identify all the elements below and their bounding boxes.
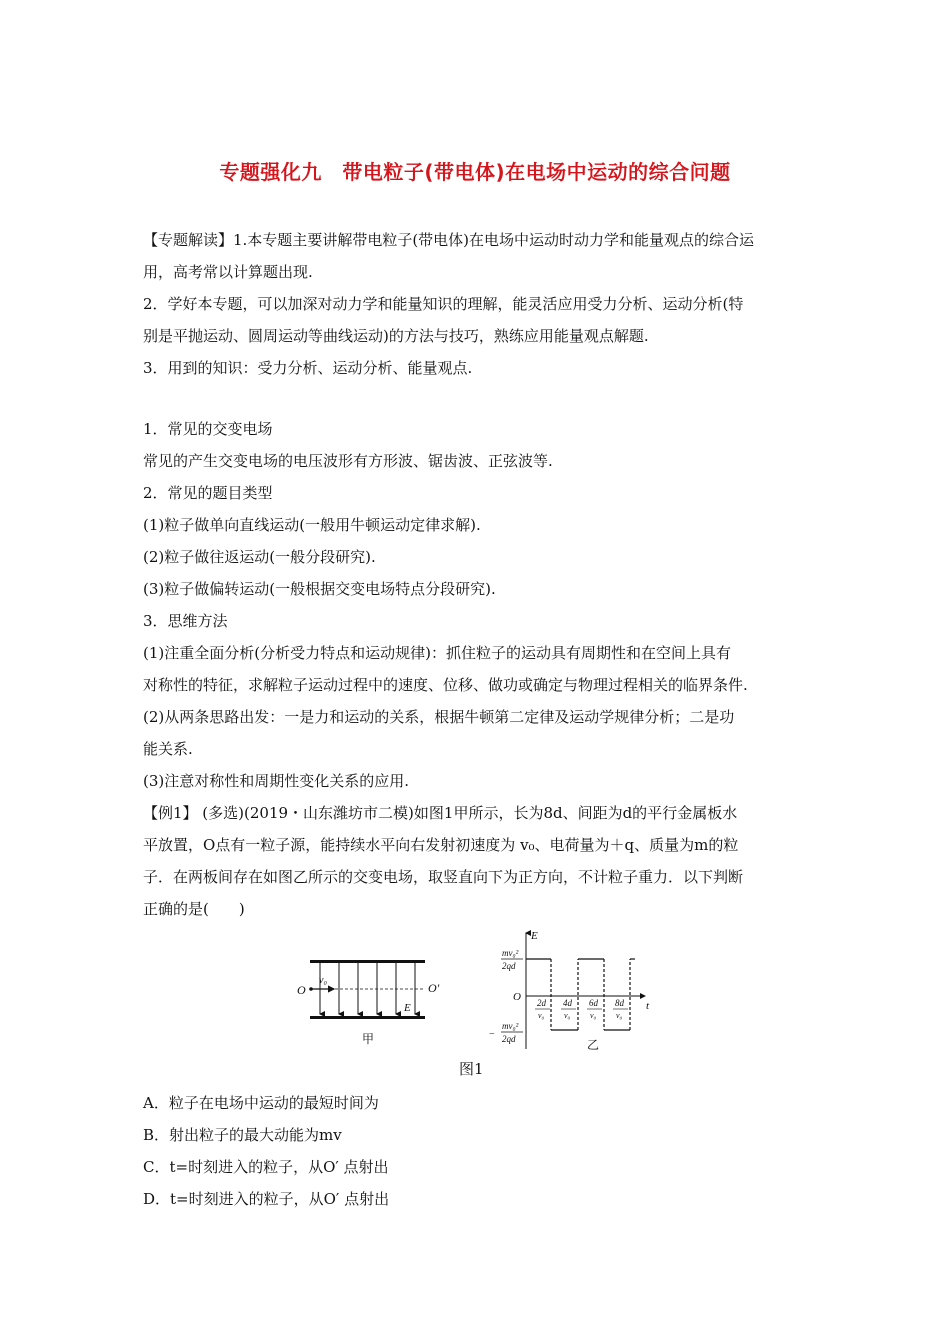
text-line: 子．在两板间存在如图乙所示的交变电场，取竖直向下为正方向，不计粒子重力．以下判断 (143, 868, 744, 886)
tick-den: v₀ (564, 1011, 571, 1020)
text-line: 3．用到的知识：受力分析、运动分析、能量观点. (143, 359, 473, 377)
text-line: 【例1】 (多选)(2019・山东潍坊市二模)如图1甲所示，长为8d、间距为d的平行金属板水 (143, 804, 738, 822)
text-line: (1)粒子做单向直线运动(一般用牛顿运动定律求解). (143, 516, 481, 534)
option-c: C．t=时刻进入的粒子，从O′ 点射出 (143, 1158, 389, 1176)
caption-yi: 乙 (587, 1038, 600, 1052)
figure-jia-plates (290, 950, 450, 1050)
tick-num: 8d (615, 998, 624, 1008)
option-a: A．粒子在电场中运动的最短时间为 (143, 1094, 379, 1112)
tick-num: 6d (589, 998, 598, 1008)
tick-num: 4d (563, 998, 572, 1008)
tick-labels (535, 998, 628, 1020)
top-plate (310, 960, 425, 963)
text-line: 3．思维方法 (143, 612, 228, 630)
tick-den: v₀ (538, 1011, 545, 1020)
field-lines (320, 963, 415, 1014)
text-line: (2)从两条思路出发：一是力和运动的关系，根据牛顿第二定律及运动学规律分析；二是功 (143, 708, 735, 726)
neg-sign: − (489, 1029, 495, 1040)
option-d: D．t=时刻进入的粒子，从O′ 点射出 (143, 1190, 390, 1208)
text-line: (3)粒子做偏转运动(一般根据交变电场特点分段研究). (143, 580, 496, 598)
text-line: (2)粒子做往返运动(一般分段研究). (143, 548, 376, 566)
neg-level-num: mv₀² (502, 1021, 519, 1031)
axis-label-e: E (531, 930, 538, 942)
tick-den: v₀ (616, 1011, 623, 1020)
text-line: 用，高考常以计算题出现. (143, 263, 313, 281)
particle-source (309, 987, 313, 991)
text-line: 2．常见的题目类型 (143, 484, 273, 502)
text-line: 平放置，O点有一粒子源，能持续水平向右发射初速度为 v₀、电荷量为＋q、质量为m的粒 (143, 836, 739, 854)
text-line: 【专题解读】1.本专题主要讲解带电粒子(带电体)在电场中运动时动力学和能量观点的综合运 (143, 231, 755, 249)
tick-den: v₀ (590, 1011, 597, 1020)
caption-jia: 甲 (362, 1032, 375, 1046)
pos-level-num: mv₀² (502, 948, 519, 958)
option-b: B．射出粒子的最大动能为mv (143, 1126, 342, 1144)
page-title: 专题强化九 带电粒子(带电体)在电场中运动的综合问题 (219, 160, 731, 184)
figure-caption: 图1 (459, 1060, 484, 1078)
text-line: 1．常见的交变电场 (143, 420, 273, 438)
figure-yi-graph (475, 925, 665, 1055)
label-o: O (297, 983, 306, 997)
text-line: 正确的是( ) (143, 900, 245, 918)
text-line: (1)注重全面分析(分析受力特点和运动规律)：抓住粒子的运动具有周期性和在空间上具有 (143, 644, 731, 662)
text-line: 对称性的特征，求解粒子运动过程中的速度、位移、做功或确定与物理过程相关的临界条件. (143, 676, 748, 694)
neg-level-den: 2qd (502, 1034, 516, 1044)
pos-level-den: 2qd (502, 961, 516, 971)
text-line: 常见的产生交变电场的电压波形有方形波、锯齿波、正弦波等. (143, 452, 553, 470)
axis-label-t: t (646, 1000, 650, 1012)
text-line: 别是平抛运动、圆周运动等曲线运动)的方法与技巧，熟练应用能量观点解题. (143, 327, 649, 345)
bottom-plate (310, 1016, 425, 1019)
label-o-prime: O′ (428, 981, 440, 995)
label-e: E (404, 1002, 411, 1014)
text-line: 能关系. (143, 740, 193, 758)
text-line: (3)注意对称性和周期性变化关系的应用. (143, 772, 410, 790)
origin-label: O (513, 991, 521, 1003)
tick-num: 2d (537, 998, 546, 1008)
text-line: 2．学好本专题，可以加深对动力学和能量知识的理解，能灵活应用受力分析、运动分析(特 (143, 295, 744, 313)
label-v0: v₀ (319, 975, 327, 986)
